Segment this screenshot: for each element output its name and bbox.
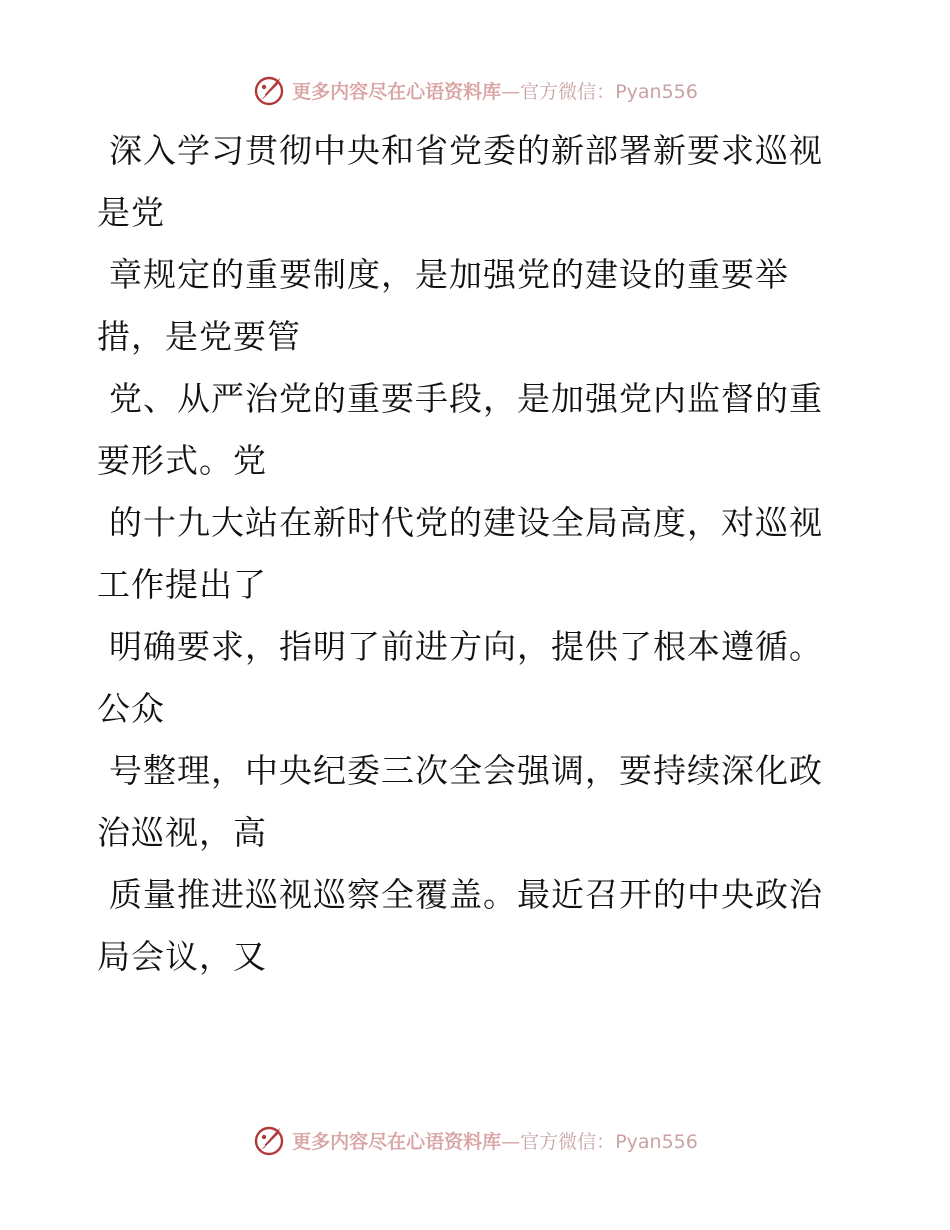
header-wechat-label: 官方微信： xyxy=(520,80,616,103)
paragraph-1 xyxy=(97,120,857,244)
document-body xyxy=(97,120,857,988)
header-brand-text: 更多内容尽在心语资料库 xyxy=(292,80,502,103)
paragraph-line: 是党 xyxy=(97,193,165,232)
paragraph-4 xyxy=(97,492,857,616)
quill-pen-logo-icon xyxy=(252,73,286,107)
footer-wechat-id: Pyan556 xyxy=(615,1130,698,1153)
footer-separator: — xyxy=(501,1130,521,1153)
paragraph-line: 深入学习贯彻中央和省党委的新部署新要求巡视 xyxy=(109,131,823,170)
header-banner-inner xyxy=(252,73,698,107)
header-separator: — xyxy=(501,80,521,103)
quill-pen-logo-icon xyxy=(252,1123,286,1157)
footer-banner xyxy=(0,1120,950,1160)
paragraph-line: 治巡视，高 xyxy=(97,813,267,852)
paragraph-line: 工作提出了 xyxy=(97,565,267,604)
paragraph-line: 公众 xyxy=(97,689,165,728)
paragraph-6 xyxy=(97,740,857,864)
paragraph-line: 明确要求，指明了前进方向，提供了根本遵循。 xyxy=(109,627,823,666)
footer-banner-inner xyxy=(252,1123,698,1157)
paragraph-3 xyxy=(97,368,857,492)
header-banner xyxy=(0,70,950,110)
paragraph-line: 局会议，又 xyxy=(97,937,267,976)
footer-brand-text: 更多内容尽在心语资料库 xyxy=(292,1130,502,1153)
footer-banner-text xyxy=(292,1127,698,1154)
paragraph-line: 党、从严治党的重要手段，是加强党内监督的重 xyxy=(109,379,823,418)
paragraph-7 xyxy=(97,864,857,988)
paragraph-2 xyxy=(97,244,857,368)
footer-wechat-label: 官方微信： xyxy=(520,1130,616,1153)
paragraph-line: 措，是党要管 xyxy=(97,317,301,356)
paragraph-line: 的十九大站在新时代党的建设全局高度，对巡视 xyxy=(109,503,823,542)
paragraph-line: 质量推进巡视巡察全覆盖。最近召开的中央政治 xyxy=(109,875,823,914)
header-banner-text xyxy=(292,77,698,104)
paragraph-line: 章规定的重要制度，是加强党的建设的重要举 xyxy=(109,255,789,294)
paragraph-line: 要形式。党 xyxy=(97,441,267,480)
paragraph-line: 号整理，中央纪委三次全会强调，要持续深化政 xyxy=(109,751,823,790)
paragraph-5 xyxy=(97,616,857,740)
header-wechat-id: Pyan556 xyxy=(615,80,698,103)
